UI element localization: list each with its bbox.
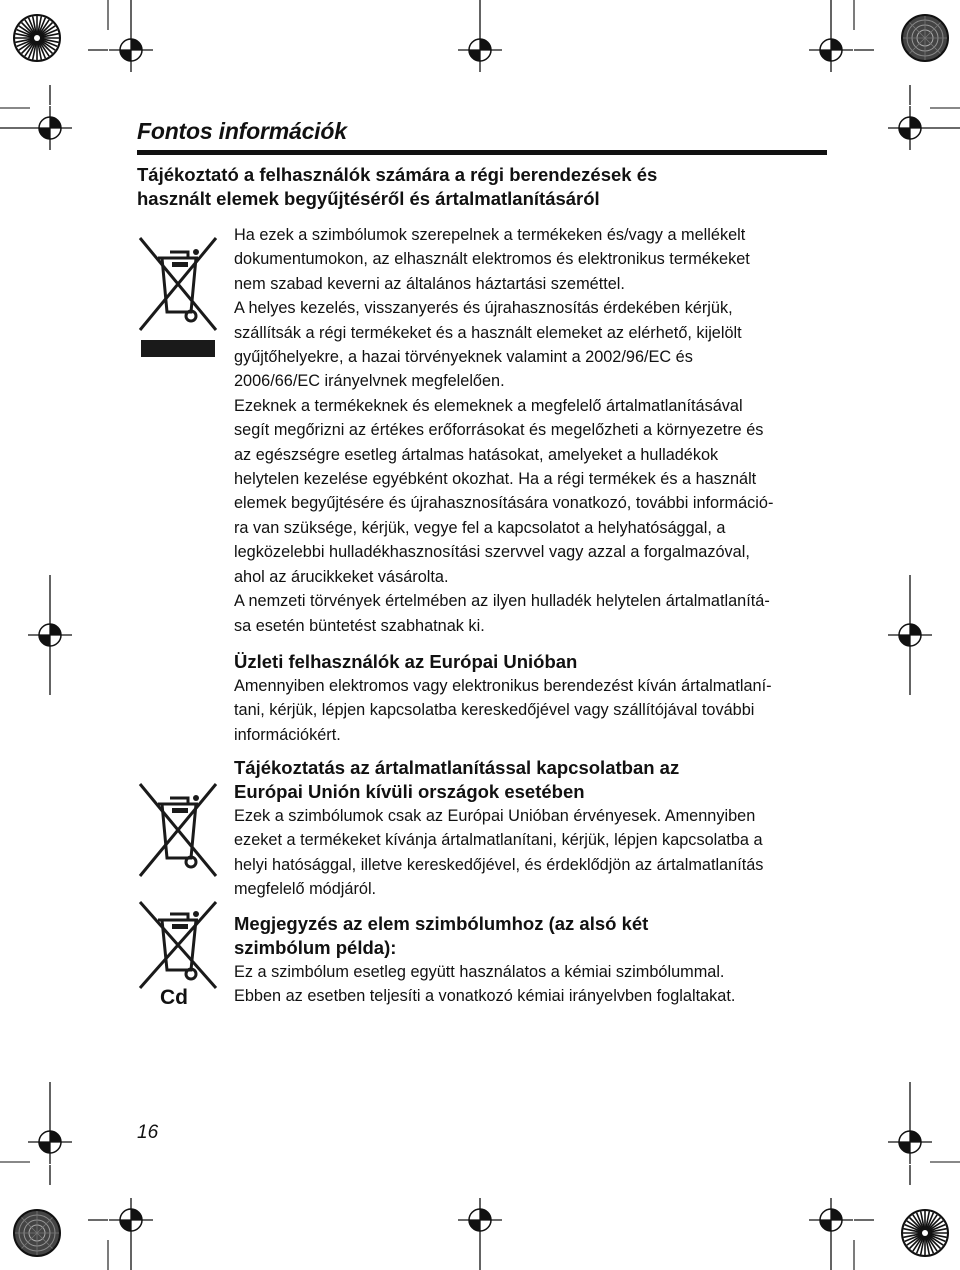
text-line: ahol az árucikkeket vásárolta.	[234, 567, 449, 586]
text-line: információkért.	[234, 725, 341, 744]
business-users-heading: Üzleti felhasználók az Európai Unióban	[234, 651, 578, 672]
text-line: Ez a szimbólum esetleg együtt használatos a kémiai szimbólummal.	[234, 963, 725, 981]
outside-eu-section	[234, 756, 834, 902]
text-line: helytelen kezelése egyébként okozhat. Ha a régi termékek és a használt	[234, 470, 757, 489]
text-line: szállítsák a régi termékeket és a használt elemeket az elérhető, kijelölt	[234, 323, 742, 342]
heading-line: szimbólum példa):	[234, 937, 397, 958]
paragraph	[234, 589, 834, 638]
heading-line: Európai Unión kívüli országok esetében	[234, 781, 585, 802]
paragraph	[234, 296, 834, 394]
text-line: nem szabad keverni az általános háztartási szeméttel.	[234, 274, 625, 293]
heading-line: Megjegyzés az elem szimbólumhoz (az alsó két	[234, 913, 649, 934]
main-heading-line: Tájékoztató a felhasználók számára a régi berendezések és	[137, 164, 658, 185]
main-heading	[137, 163, 827, 211]
outside-eu-heading	[234, 756, 834, 804]
paragraph	[234, 804, 834, 902]
text-line: Ezek a szimbólumok csak az Európai Unióban érvényesek. Amennyiben	[234, 807, 756, 825]
section-title: Fontos információk	[137, 118, 347, 144]
main-heading-line: használt elemek begyűjtéséről és ártalmatlanításáról	[137, 188, 600, 209]
text-line: Ebben az esetben teljesíti a vonatkozó kémiai irányelvben foglaltakat.	[234, 987, 736, 1006]
text-line: segít megőrizni az értékes erőforrásokat és megelőzheti a környezetre és	[234, 421, 764, 440]
text-line: 2006/66/EC irányelvnek megfelelően.	[234, 372, 505, 391]
text-line: sa esetén büntetést szabhatnak ki.	[234, 616, 485, 635]
intro-paragraphs	[234, 223, 834, 638]
battery-symbol-note-section	[234, 912, 834, 1009]
heading-line: Tájékoztatás az ártalmatlanítással kapcsolatban az	[234, 757, 680, 778]
text-line: Amennyiben elektromos vagy elektronikus berendezést kíván ártalmatlaní-	[234, 677, 772, 695]
business-users-section	[234, 650, 834, 747]
page-number: 16	[137, 1122, 159, 1143]
text-line: A helyes kezelés, visszanyerés és újrahasznosítás érdekében kérjük,	[234, 299, 733, 318]
paragraph	[234, 223, 834, 296]
text-line: helyi hatósággal, illetve kereskedőjével, és érdeklődjön az ártalmatlanítás	[234, 855, 764, 874]
text-line: ezeket a termékeket kívánja ártalmatlanítani, kérjük, lépjen kapcsolatba a	[234, 831, 763, 850]
text-line: Ezeknek a termékeknek és elemeknek a megfelelő ártalmatlanításával	[234, 396, 743, 415]
text-line: gyűjtőhelyekre, a hazai törvényeknek valamint a 2002/96/EC és	[234, 348, 693, 367]
title-divider	[137, 150, 827, 155]
chemical-symbol-label: Cd	[160, 986, 188, 1009]
crossed-out-wheeled-bin-icon	[136, 234, 220, 334]
paragraph	[234, 674, 834, 747]
crossed-out-wheeled-bin-icon	[136, 780, 220, 880]
text-line: legközelebbi hulladékhasznosítási szervvel vagy azzal a forgalmazóval,	[234, 543, 750, 562]
text-line: megfelelő módjáról.	[234, 880, 377, 899]
text-line: dokumentumokon, az elhasznált elektromos és elektronikus termékeket	[234, 250, 750, 269]
text-line: elemek begyűjtésére és újrahasznosítására vonatkozó, további információ-	[234, 494, 774, 513]
battery-note-heading	[234, 912, 834, 960]
solid-bar-symbol	[141, 340, 215, 357]
text-line: az egészségre esetleg ártalmas hatásokat, amelyeket a hulladékok	[234, 445, 719, 464]
text-line: ra van szüksége, kérjük, vegye fel a kapcsolatot a helyhatósággal, a	[234, 518, 726, 537]
paragraph	[234, 960, 834, 1009]
text-line: Ha ezek a szimbólumok szerepelnek a termékeken és/vagy a mellékelt	[234, 226, 746, 244]
paragraph	[234, 394, 834, 589]
text-line: A nemzeti törvények értelmében az ilyen hulladék helytelen ártalmatlanítá-	[234, 592, 770, 611]
text-line: tani, kérjük, lépjen kapcsolatba kereskedőjével vagy szállítójával további	[234, 701, 755, 720]
crossed-out-wheeled-bin-icon	[136, 898, 220, 990]
